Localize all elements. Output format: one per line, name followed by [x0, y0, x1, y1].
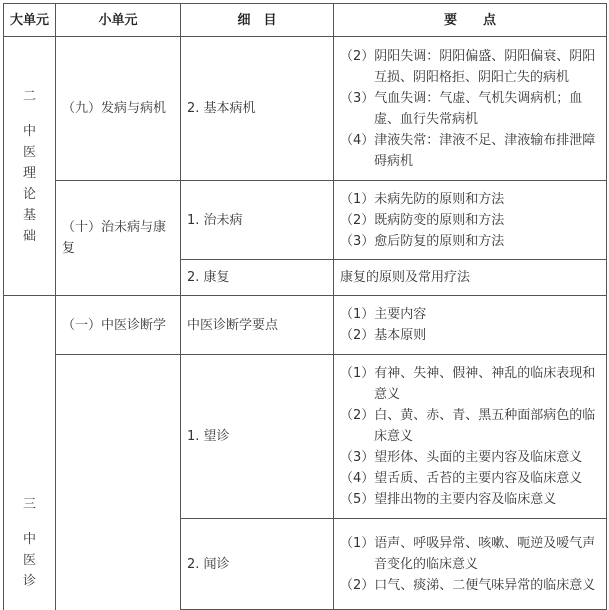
major-unit-char: 中	[22, 123, 36, 139]
detail-cell: 1. 望诊	[181, 355, 334, 519]
header-detail: 细 目	[181, 4, 334, 37]
key-point: （3）望形体、头面的主要内容及临床意义	[340, 450, 583, 465]
key-point: （2）口气、痰涕、二便气味异常的临床意义	[340, 577, 596, 593]
detail-cell: 2. 康复	[181, 260, 334, 296]
header-row	[4, 4, 607, 37]
major-unit-char: 论	[22, 186, 36, 202]
table-row	[4, 355, 607, 519]
major-unit-char: 二	[22, 88, 36, 104]
key-point: （2）白、黄、赤、青、黑五种面部病色的临床意义	[340, 408, 596, 444]
detail-cell: 中医诊断学要点	[181, 296, 334, 355]
key-point: （2）阴阳失调：阴阳偏盛、阴阳偏衰、阴阳互损、阴阳格拒、阴阳亡失的病机	[340, 48, 596, 85]
key-point: （1）未病先防的原则和方法	[340, 191, 505, 207]
key-points-cell	[334, 296, 607, 355]
sub-unit-cell: （一）中医诊断学	[56, 296, 181, 355]
sub-unit-cell: （十）治未病与康复	[56, 181, 181, 296]
table-row	[4, 181, 607, 260]
major-unit-cell	[4, 296, 56, 610]
key-points-cell	[334, 519, 607, 610]
key-points-cell	[334, 37, 607, 181]
key-point: （4）津液失常：津液不足、津液输布排泄障碍病机	[340, 132, 596, 169]
key-point: （5）望排出物的主要内容及临床意义	[340, 492, 557, 507]
detail-cell: 1. 治未病	[181, 181, 334, 260]
major-unit-char: 理	[22, 165, 36, 181]
table-row	[4, 37, 607, 181]
key-point: （2）基本原则	[340, 328, 427, 343]
header-major-unit: 大单元	[4, 4, 56, 37]
key-points-cell	[334, 260, 607, 296]
key-points-cell	[334, 181, 607, 260]
key-point: 康复的原则及常用疗法	[340, 270, 471, 285]
major-unit-char: 三	[22, 496, 36, 512]
detail-cell: 2. 基本病机	[181, 37, 334, 181]
key-point: （1）主要内容	[340, 307, 427, 322]
major-unit-char: 医	[22, 144, 36, 160]
major-unit-char: 础	[22, 228, 36, 244]
header-key-points: 要 点	[334, 4, 607, 37]
key-point: （4）望舌质、舌苔的主要内容及临床意义	[340, 471, 583, 486]
table-row	[4, 296, 607, 355]
key-point: （3）愈后防复的原则和方法	[340, 233, 505, 249]
syllabus-table	[3, 3, 607, 610]
key-point: （1）语声、呼吸异常、咳嗽、呃逆及嗳气声音变化的临床意义	[340, 535, 596, 572]
major-unit-char: 医	[22, 552, 36, 568]
major-unit-cell	[4, 37, 56, 296]
sub-unit-cell	[56, 355, 181, 610]
major-unit-char: 中	[22, 531, 36, 547]
key-point: （1）有神、失神、假神、神乱的临床表现和意义	[340, 366, 596, 402]
key-points-cell	[334, 355, 607, 519]
key-point: （2）既病防变的原则和方法	[340, 212, 505, 228]
header-sub-unit: 小单元	[56, 4, 181, 37]
detail-cell: 2. 闻诊	[181, 519, 334, 610]
sub-unit-cell: （九）发病与病机	[56, 37, 181, 181]
major-unit-char: 诊	[22, 573, 36, 589]
major-unit-char: 基	[22, 207, 36, 223]
key-point: （3）气血失调：气虚、气机失调病机；血虚、血行失常病机	[340, 90, 583, 127]
